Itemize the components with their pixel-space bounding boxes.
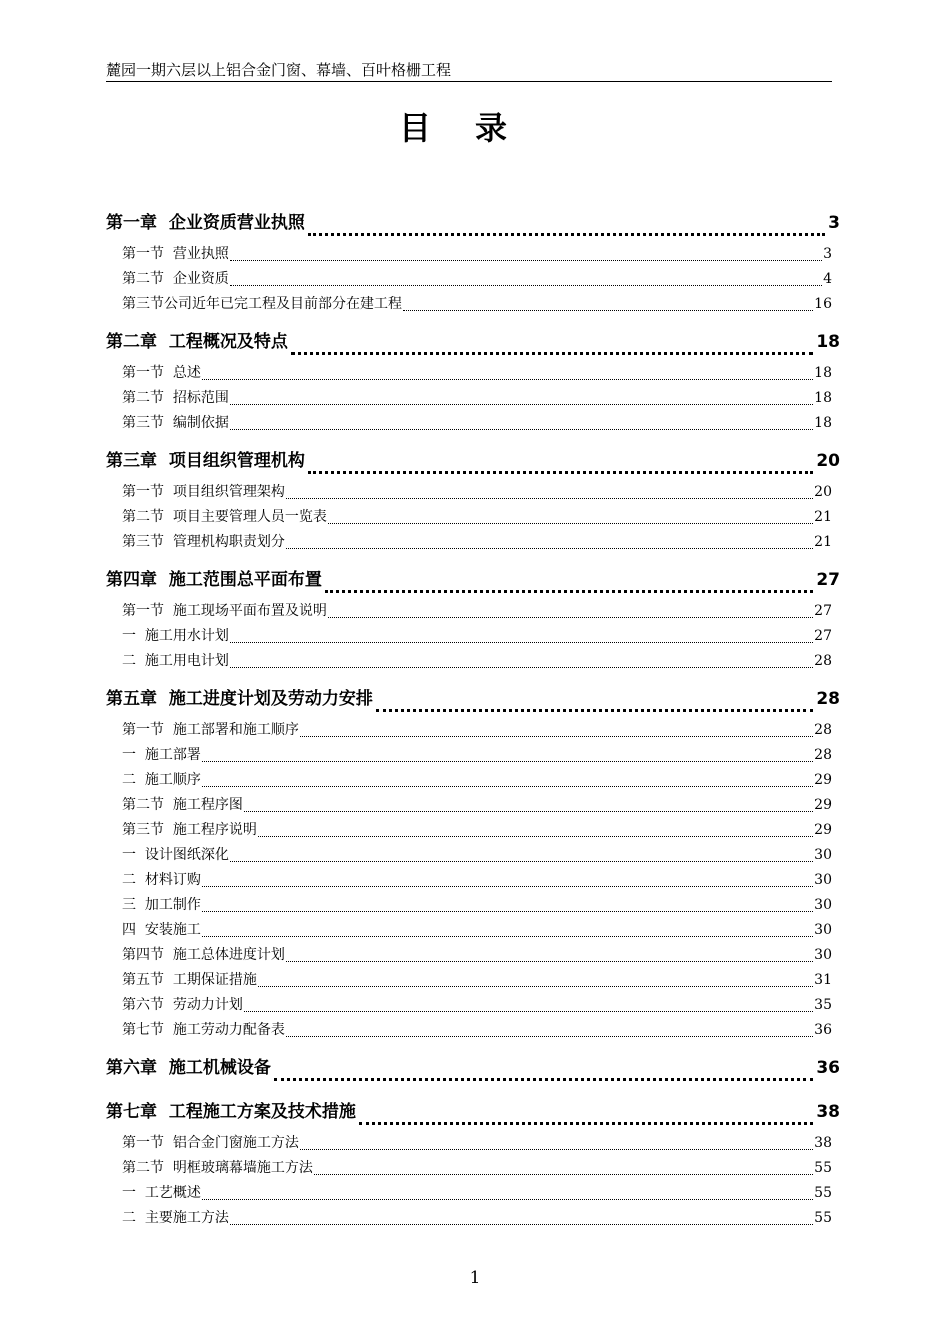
page-header: 麓园一期六层以上铝合金门窗、幕墙、百叶格栅工程 — [106, 60, 832, 82]
toc-entry-page: 35 — [814, 997, 832, 1013]
toc-entry-page: 3 — [828, 213, 840, 233]
toc-entry-label: 第六节 劳动力计划 — [122, 997, 243, 1013]
toc-section-entry[interactable] — [106, 743, 832, 768]
toc-entry-label: 一 设计图纸深化 — [122, 847, 229, 863]
toc-section-entry[interactable] — [106, 386, 832, 411]
toc-section-entry[interactable] — [106, 1206, 832, 1231]
toc-section-entry[interactable] — [106, 893, 832, 918]
dot-leader — [291, 352, 813, 355]
dot-leader — [308, 471, 813, 474]
toc-section-entry[interactable] — [106, 818, 832, 843]
dot-leader — [258, 986, 813, 987]
toc-section-entry[interactable] — [106, 1131, 832, 1156]
toc-entry-page: 18 — [816, 332, 840, 352]
toc-entry-page: 36 — [814, 1022, 832, 1038]
toc-section-entry[interactable] — [106, 242, 832, 267]
toc-chapter-entry[interactable] — [106, 684, 840, 718]
toc-entry-page: 30 — [814, 897, 832, 913]
toc-section-entry[interactable] — [106, 868, 832, 893]
toc-entry-label: 第二节 施工程序图 — [122, 797, 243, 813]
toc-entry-label: 第一节 施工现场平面布置及说明 — [122, 603, 327, 619]
toc-entry-page: 27 — [816, 570, 840, 590]
toc-chapter-entry[interactable] — [106, 446, 840, 480]
page-number: 1 — [469, 1268, 481, 1288]
toc-entry-label: 第二章 工程概况及特点 — [106, 332, 288, 352]
toc-section-entry[interactable] — [106, 624, 832, 649]
toc-section-entry[interactable] — [106, 768, 832, 793]
toc-entry-label: 第二节 企业资质 — [122, 271, 229, 287]
toc-entry-label: 第四节 施工总体进度计划 — [122, 947, 285, 963]
toc-section-entry[interactable] — [106, 843, 832, 868]
toc-entry-label: 第五节 工期保证措施 — [122, 972, 257, 988]
toc-entry-label: 第四章 施工范围总平面布置 — [106, 570, 322, 590]
toc-section-entry[interactable] — [106, 411, 832, 436]
dot-leader — [286, 498, 813, 499]
toc-section-entry[interactable] — [106, 1156, 832, 1181]
toc-chapter-entry[interactable] — [106, 1097, 840, 1131]
toc-entry-label: 第三节 施工程序说明 — [122, 822, 257, 838]
dot-leader — [308, 233, 825, 236]
dot-leader — [202, 936, 813, 937]
toc-section-entry[interactable] — [106, 292, 832, 317]
toc-entry-label: 第三节 管理机构职责划分 — [122, 534, 285, 550]
toc-entry-label: 四 安装施工 — [122, 922, 201, 938]
toc-entry-page: 28 — [814, 747, 832, 763]
toc-entry-page: 29 — [814, 797, 832, 813]
toc-entry-label: 第三章 项目组织管理机构 — [106, 451, 305, 471]
toc-entry-label: 三 加工制作 — [122, 897, 201, 913]
dot-leader — [286, 548, 813, 549]
toc-entry-page: 55 — [814, 1160, 832, 1176]
dot-leader — [202, 379, 813, 380]
toc-entry-page: 30 — [814, 847, 832, 863]
dot-leader — [230, 667, 813, 668]
toc-entry-page: 55 — [814, 1185, 832, 1201]
toc-entry-page: 20 — [816, 451, 840, 471]
toc-chapter-entry[interactable] — [106, 565, 840, 599]
toc-entry-label: 第三节 编制依据 — [122, 415, 229, 431]
dot-leader — [359, 1122, 813, 1125]
toc-section-entry[interactable] — [106, 993, 832, 1018]
dot-leader — [328, 523, 813, 524]
toc-entry-label: 一 施工部署 — [122, 747, 201, 763]
toc-section-entry[interactable] — [106, 1018, 832, 1043]
toc-entry-label: 一 工艺概述 — [122, 1185, 201, 1201]
dot-leader — [274, 1078, 813, 1081]
toc-entry-page: 28 — [814, 722, 832, 738]
toc-entry-label: 第一节 项目组织管理架构 — [122, 484, 285, 500]
dot-leader — [202, 911, 813, 912]
dot-leader — [202, 886, 813, 887]
toc-section-entry[interactable] — [106, 505, 832, 530]
page-title: 目录 — [398, 109, 551, 147]
dot-leader — [230, 429, 813, 430]
toc-section-entry[interactable] — [106, 793, 832, 818]
toc-entry-page: 30 — [814, 922, 832, 938]
dot-leader — [328, 617, 813, 618]
toc-section-entry[interactable] — [106, 480, 832, 505]
toc-entry-page: 31 — [814, 972, 832, 988]
toc-entry-label: 二 施工顺序 — [122, 772, 201, 788]
dot-leader — [300, 736, 813, 737]
toc-section-entry[interactable] — [106, 1181, 832, 1206]
toc-entry-label: 二 施工用电计划 — [122, 653, 229, 669]
toc-entry-page: 30 — [814, 947, 832, 963]
dot-leader — [244, 811, 813, 812]
toc-entry-label: 一 施工用水计划 — [122, 628, 229, 644]
dot-leader — [258, 836, 813, 837]
toc-entry-page: 21 — [814, 509, 832, 525]
dot-leader — [286, 961, 813, 962]
toc-entry-label: 第七节 施工劳动力配备表 — [122, 1022, 285, 1038]
dot-leader — [230, 260, 822, 261]
toc-section-entry[interactable] — [106, 649, 832, 674]
toc-section-entry[interactable] — [106, 267, 832, 292]
dot-leader — [230, 1224, 813, 1225]
toc-entry-label: 二 材料订购 — [122, 872, 201, 888]
toc-chapter-entry[interactable] — [106, 208, 840, 242]
toc-entry-page: 18 — [814, 415, 832, 431]
toc-entry-page: 20 — [814, 484, 832, 500]
toc-entry-label: 二 主要施工方法 — [122, 1210, 229, 1226]
toc-entry-label: 第二节 项目主要管理人员一览表 — [122, 509, 327, 525]
toc-section-entry[interactable] — [106, 361, 832, 386]
dot-leader — [202, 761, 813, 762]
toc-entry-page: 28 — [816, 689, 840, 709]
toc-entry-label: 第一节 总述 — [122, 365, 201, 381]
toc-entry-page: 21 — [814, 534, 832, 550]
toc-entry-label: 第三节公司近年已完工程及目前部分在建工程 — [122, 296, 402, 312]
dot-leader — [300, 1149, 813, 1150]
toc-section-entry[interactable] — [106, 530, 832, 555]
toc-entry-label: 第六章 施工机械设备 — [106, 1058, 271, 1078]
dot-leader — [230, 285, 822, 286]
dot-leader — [230, 861, 813, 862]
dot-leader — [244, 1011, 813, 1012]
dot-leader — [230, 642, 813, 643]
toc-entry-label: 第一节 营业执照 — [122, 246, 229, 262]
toc-entry-page: 29 — [814, 772, 832, 788]
toc-section-entry[interactable] — [106, 968, 832, 993]
toc-entry-label: 第一节 铝合金门窗施工方法 — [122, 1135, 299, 1151]
toc-entry-page: 27 — [814, 628, 832, 644]
toc-section-entry[interactable] — [106, 599, 832, 624]
toc-entry-page: 38 — [816, 1102, 840, 1122]
toc-entry-label: 第七章 工程施工方案及技术措施 — [106, 1102, 356, 1122]
toc-entry-page: 36 — [816, 1058, 840, 1078]
toc-entry-label: 第一章 企业资质营业执照 — [106, 213, 305, 233]
toc-entry-label: 第五章 施工进度计划及劳动力安排 — [106, 689, 373, 709]
dot-leader — [314, 1174, 813, 1175]
toc-entry-label: 第一节 施工部署和施工顺序 — [122, 722, 299, 738]
dot-leader — [376, 709, 813, 712]
toc-entry-page: 27 — [814, 603, 832, 619]
dot-leader — [286, 1036, 813, 1037]
toc-entry-page: 3 — [823, 246, 832, 262]
toc-chapter-entry[interactable] — [106, 327, 840, 361]
toc-entry-page: 30 — [814, 872, 832, 888]
toc-entry-page: 18 — [814, 365, 832, 381]
dot-leader — [325, 590, 813, 593]
toc-section-entry[interactable] — [106, 943, 832, 968]
toc-entry-page: 55 — [814, 1210, 832, 1226]
toc-entry-page: 4 — [823, 271, 832, 287]
toc-section-entry[interactable] — [106, 918, 832, 943]
toc-entry-page: 29 — [814, 822, 832, 838]
toc-entry-page: 38 — [814, 1135, 832, 1151]
toc-entry-page: 18 — [814, 390, 832, 406]
toc-entry-page: 16 — [814, 296, 832, 312]
toc-entry-label: 第二节 招标范围 — [122, 390, 229, 406]
toc-section-entry[interactable] — [106, 718, 832, 743]
dot-leader — [403, 310, 813, 311]
toc-entry-page: 28 — [814, 653, 832, 669]
dot-leader — [230, 404, 813, 405]
toc-entry-label: 第二节 明框玻璃幕墙施工方法 — [122, 1160, 313, 1176]
toc-chapter-entry[interactable] — [106, 1053, 840, 1087]
dot-leader — [202, 786, 813, 787]
table-of-contents — [106, 208, 840, 1231]
dot-leader — [202, 1199, 813, 1200]
